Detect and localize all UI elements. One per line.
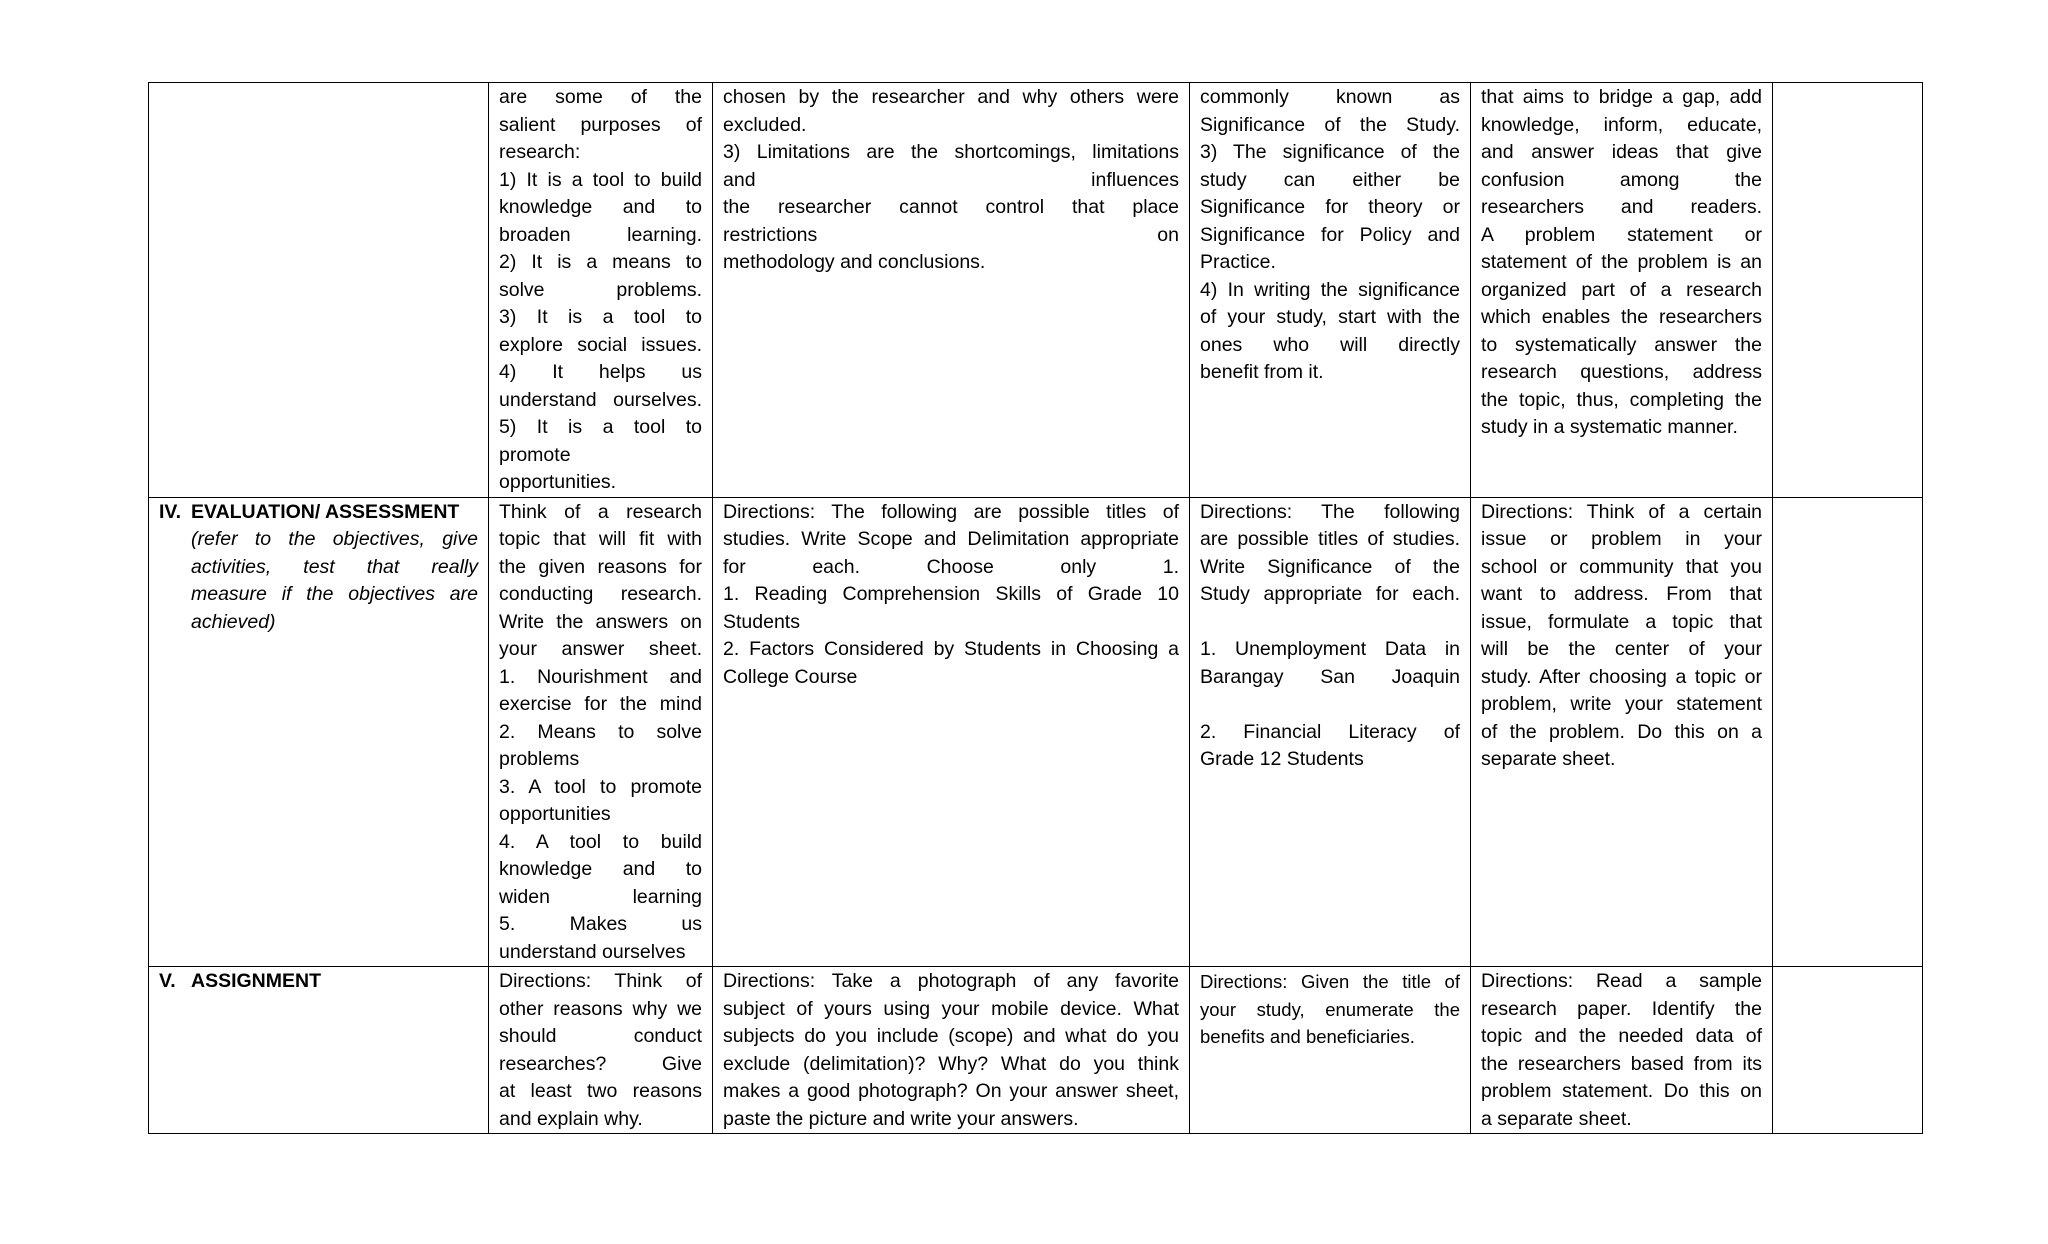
text-line: salient purposes of [499,113,702,136]
text-line: solve problems. [499,278,702,301]
section-label-cell [149,497,489,967]
text-line [1200,609,1460,637]
text-line: conducting research. [499,583,702,605]
table-row-assignment [149,967,1923,1134]
text-line: are some of the [499,86,702,108]
text-line: 5) It is a tool to [499,416,702,438]
text-line: 1) It is a tool to build [499,168,702,191]
text-line: the researchers based from its [1481,1052,1762,1075]
text-line: study in a systematic manner. [1481,416,1738,438]
section-number: IV. [159,500,182,523]
text-line: subject of yours using your mobile device. What [723,997,1179,1020]
section-label-cell [149,967,489,1134]
content-cell-remarks [1773,83,1923,498]
section-title [159,968,478,996]
table-row-continued-lesson [149,83,1923,498]
text-line: measure if the objectives are [191,583,478,605]
text-line: Significance for theory or [1200,196,1460,218]
text-line: problems [499,748,580,770]
text-line: 2. Factors Considered by Students in Choosing a [723,638,1179,660]
text-line: separate sheet. [1481,748,1616,770]
text-line: Directions: Read a sample [1481,970,1762,992]
content-cell-day3 [1190,967,1471,1134]
text-line: Directions: Given the title of [1200,971,1460,992]
text-line: Write Significance of the [1200,555,1460,578]
table-row-evaluation-assessment [149,497,1923,967]
text-line: Directions: The following [1200,500,1460,523]
text-line: issue, formulate a topic that [1481,610,1762,633]
content-cell-day2 [713,83,1190,498]
text-line: should conduct [499,1025,702,1047]
text-line: makes a good photograph? On your answer sheet, [723,1080,1179,1102]
text-line: problem, write your statement [1481,693,1762,715]
content-cell-day2 [713,967,1190,1134]
text-line: methodology and conclusions. [723,251,986,273]
text-line: 4. A tool to build [499,830,702,853]
text-line: Directions: Take a photograph of any favorite [723,970,1179,992]
text-line: Significance for Policy and [1200,223,1460,246]
text-line: will be the center of your [1481,638,1762,660]
content-cell-day4 [1471,83,1773,498]
text-line: benefits and beneficiaries. [1200,1026,1415,1047]
text-line: the researcher cannot control that place [723,196,1179,218]
text-line: commonly known as [1200,86,1460,108]
content-cell-remarks [1773,967,1923,1134]
text-line: to systematically answer the [1481,333,1762,356]
text-line: 2. Financial Literacy of [1200,720,1460,743]
text-line: and explain why. [499,1107,643,1130]
section-heading: EVALUATION/ ASSESSMENT [191,500,460,523]
section-instruction-note [159,526,478,636]
section-heading: ASSIGNMENT [191,970,322,992]
text-line: 5. Makes us [499,913,702,935]
text-line: research: [499,141,581,163]
text-line: 3. A tool to promote [499,775,702,798]
text-line: excluded. [723,113,807,136]
text-line: study can either be [1200,168,1460,191]
text-line [1200,691,1460,719]
text-line: paste the picture and write your answers. [723,1107,1079,1130]
text-line: College Course [723,665,858,688]
content-cell-day1 [489,967,713,1134]
text-line: which enables the researchers [1481,306,1762,328]
content-cell-remarks [1773,497,1923,967]
text-line: 2. Means to solve [499,720,702,743]
section-label-cell [149,83,489,498]
text-line: and influences [723,168,1179,191]
text-line: exclude (delimitation)? Why? What do you think [723,1052,1179,1075]
text-line: 2) It is a means to [499,251,702,273]
text-line: Barangay San Joaquin [1200,665,1460,688]
text-line: for each. Choose only 1. [723,555,1179,578]
text-line: 3) It is a tool to [499,306,702,328]
section-number: V. [159,970,176,992]
text-line: explore social issues. [499,333,702,356]
text-line: Significance of the Study. [1200,113,1460,136]
content-cell-day4 [1471,497,1773,967]
text-line: issue or problem in your [1481,528,1762,550]
text-line: school or community that you [1481,555,1762,578]
text-line: that aims to bridge a gap, add [1481,86,1762,108]
text-line: Directions: Think of a certain [1481,500,1762,523]
content-cell-day4 [1471,967,1773,1134]
text-line: understand ourselves. [499,388,702,411]
content-cell-day3 [1190,497,1471,967]
text-line: research questions, address [1481,361,1762,383]
text-line: achieved) [191,610,276,633]
text-line: knowledge and to [499,858,702,880]
text-line: the topic, thus, completing the [1481,388,1762,411]
text-line: subjects do you include (scope) and what do you [723,1025,1179,1047]
text-line: activities, test that really [191,555,478,578]
text-line: 3) The significance of the [1200,141,1460,163]
text-line: studies. Write Scope and Delimitation appropriate [723,528,1179,550]
text-line: opportunities [499,803,611,825]
text-line: Think of a research [499,500,702,523]
text-line: 1. Unemployment Data in [1200,638,1460,660]
text-line: 1. Nourishment and [499,665,702,688]
text-line: topic and the needed data of [1481,1025,1762,1047]
text-line: your study, enumerate the [1200,998,1460,1020]
text-line: promote [499,443,571,466]
lesson-plan-table [148,82,1923,1134]
content-cell-day1 [489,83,713,498]
text-line: 4) It helps us [499,361,702,383]
text-line: exercise for the mind [499,693,702,715]
content-cell-day2 [713,497,1190,967]
text-line: Practice. [1200,251,1276,273]
text-line: a separate sheet. [1481,1107,1632,1130]
text-line: at least two reasons [499,1080,702,1102]
text-line: other reasons why we [499,997,702,1020]
text-line: want to address. From that [1481,583,1762,605]
text-line: researches? Give [499,1052,702,1075]
text-line: benefit from it. [1200,361,1324,383]
text-line: of the problem. Do this on a [1481,720,1762,743]
text-line: knowledge and to [499,196,702,218]
text-line: opportunities. [499,471,617,493]
text-line: problem statement. Do this on [1481,1080,1762,1102]
text-line: broaden learning. [499,223,702,246]
text-line: Directions: The following are possible titles of [723,500,1179,523]
text-line: statement of the problem is an [1481,251,1762,273]
text-line: Students [723,610,800,633]
section-title [159,499,478,527]
text-line: the given reasons for [499,555,702,578]
text-line: 1. Reading Comprehension Skills of Grade 10 [723,583,1179,605]
text-line: understand ourselves [499,940,686,963]
text-line: organized part of a research [1481,278,1762,301]
text-line: 4) In writing the significance [1200,278,1460,301]
text-line: and answer ideas that give [1481,141,1762,163]
text-line: researchers and readers. [1481,196,1762,218]
text-line: Write the answers on [499,610,702,633]
text-line: Study appropriate for each. [1200,583,1460,605]
text-line: of your study, start with the [1200,306,1460,328]
text-line: chosen by the researcher and why others were [723,86,1179,108]
text-line: A problem statement or [1481,223,1762,246]
text-line: topic that will fit with [499,528,702,550]
text-line: research paper. Identify the [1481,997,1762,1020]
content-cell-day3 [1190,83,1471,498]
text-line: your answer sheet. [499,638,702,660]
text-line: Directions: Think of [499,970,702,992]
text-line: ones who will directly [1200,333,1460,356]
text-line: 3) Limitations are the shortcomings, limitations [723,141,1179,163]
text-line: restrictions on [723,223,1179,246]
text-line: (refer to the objectives, give [191,528,478,550]
text-line: widen learning [499,885,702,908]
text-line: are possible titles of studies. [1200,528,1460,550]
content-cell-day1 [489,497,713,967]
text-line: knowledge, inform, educate, [1481,113,1762,136]
text-line: Grade 12 Students [1200,748,1364,770]
text-line: confusion among the [1481,168,1762,191]
text-line: study. After choosing a topic or [1481,665,1762,688]
